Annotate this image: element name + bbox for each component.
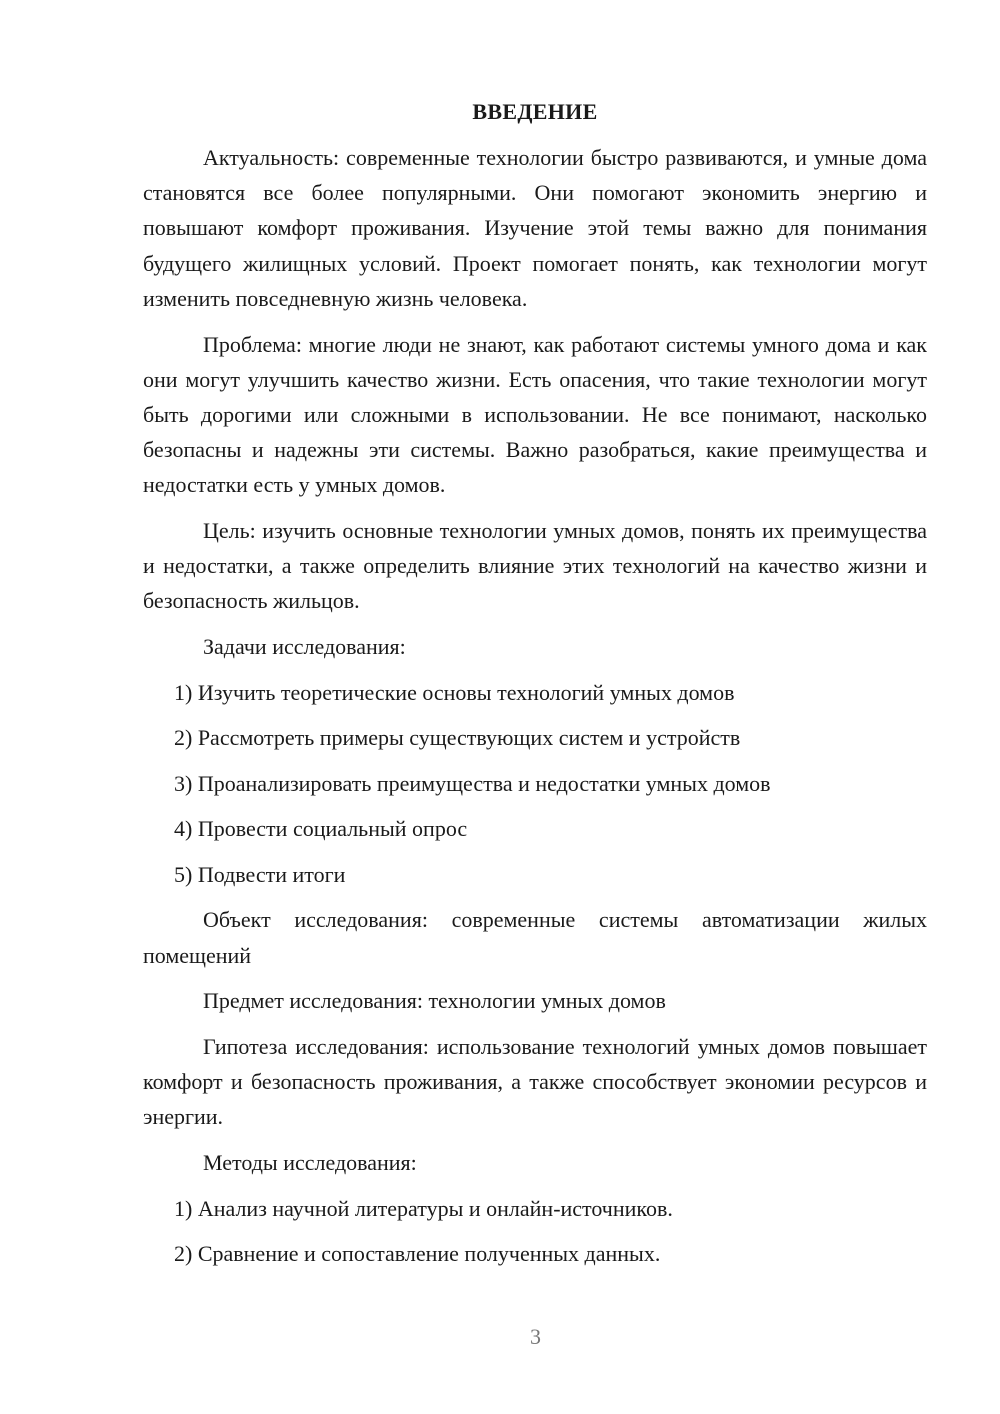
object-paragraph: Объект исследования: современные системы автоматизации жилых помещений xyxy=(143,907,927,968)
list-item: 3) Проанализировать преимущества и недостатки умных домов xyxy=(174,770,771,796)
methods-title: Методы исследования: xyxy=(203,1150,417,1176)
list-item: 1) Изучить теоретические основы технологий умных домов xyxy=(174,679,735,705)
section-heading: ВВЕДЕНИЕ xyxy=(472,99,598,124)
page-number: 3 xyxy=(530,1324,541,1349)
problem-paragraph: Проблема: многие люди не знают, как работают системы умного дома и как они могут улучшить качество жизни. Есть опасения, что такие технологии могут быть дорогими или сложными в использовании. Не все понимают, насколько безопасны и надежны эти системы. Важно разобраться, какие преимущества и недостатки есть у умных домов. xyxy=(143,331,927,498)
list-item: 2) Сравнение и сопоставление полученных данных. xyxy=(174,1241,661,1267)
goal-paragraph: Цель: изучить основные технологии умных домов, понять их преимущества и недостатки, а также определить влияние этих технологий на качество жизни и безопасность жильцов. xyxy=(143,518,927,614)
tasks-title: Задачи исследования: xyxy=(203,634,406,660)
tasks-list xyxy=(143,675,927,892)
document-page xyxy=(143,94,927,1271)
list-item: 1) Анализ научной литературы и онлайн-источников. xyxy=(174,1195,673,1221)
relevance-paragraph: Актуальность: современные технологии быстро развиваются, и умные дома становятся все более популярными. Они помогают экономить энергию и повышают комфорт проживания. Изучение этой темы важно для понимания будущего жилищных условий. Проект помогает понять, как технологии могут изменить повседневную жизнь человека. xyxy=(143,145,927,311)
subject-paragraph: Предмет исследования: технологии умных домов xyxy=(203,988,666,1014)
methods-list xyxy=(143,1191,927,1272)
list-item: 2) Рассмотреть примеры существующих систем и устройств xyxy=(174,725,741,751)
list-item: 5) Подвести итоги xyxy=(174,861,346,887)
hypothesis-paragraph: Гипотеза исследования: использование технологий умных домов повышает комфорт и безопасность проживания, а также способствует экономии ресурсов и энергии. xyxy=(143,1033,927,1130)
list-item: 4) Провести социальный опрос xyxy=(174,816,468,842)
